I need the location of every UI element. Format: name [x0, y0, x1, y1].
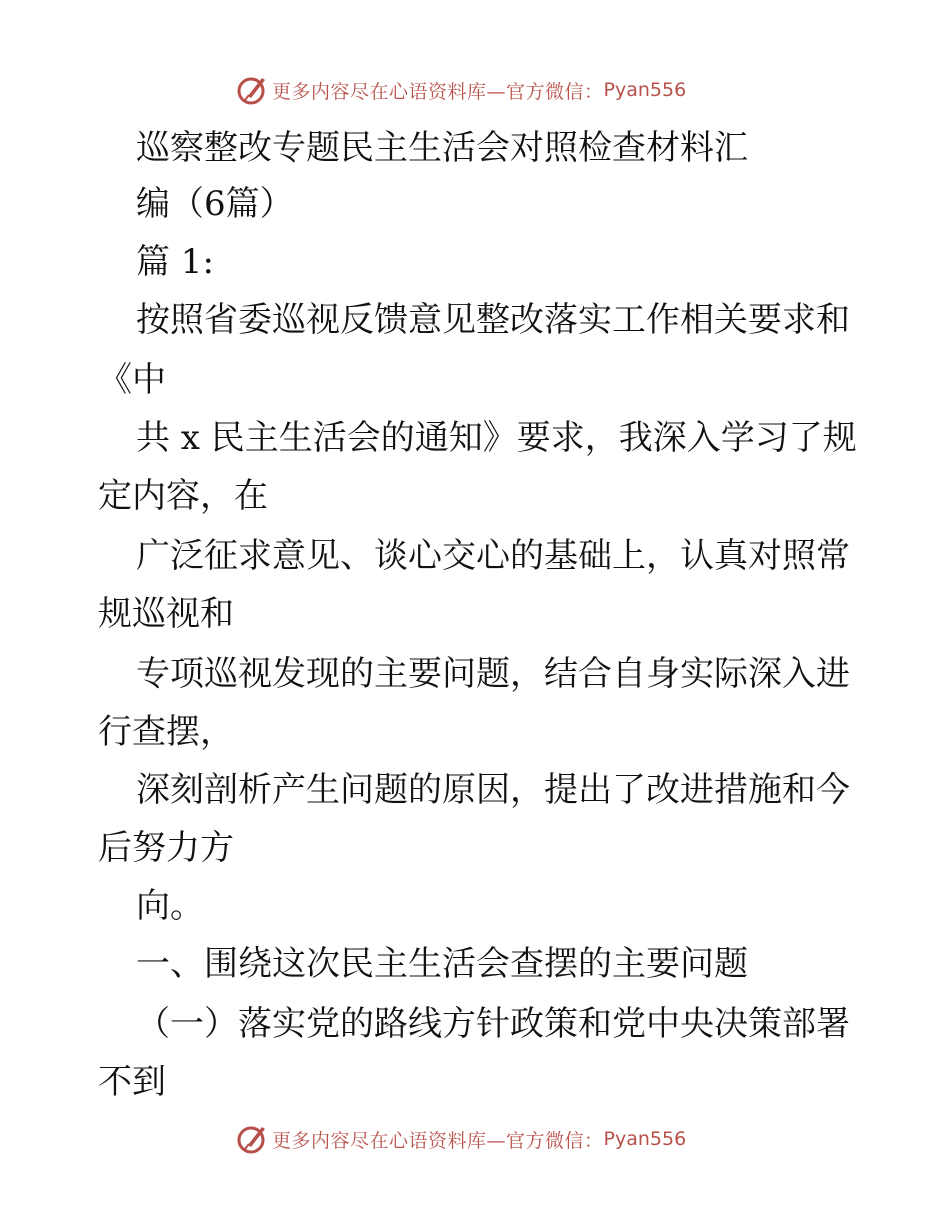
- body-line: 专项巡视发现的主要问题，结合自身实际深入进: [136, 654, 850, 694]
- body-line: 共 x 民主生活会的通知》要求，我深入学习了规: [136, 418, 857, 458]
- body-line: 行查摆，: [98, 712, 234, 752]
- body-line: 向。: [136, 886, 204, 926]
- body-line: 后努力方: [98, 828, 234, 868]
- body-line: 定内容，在: [98, 476, 268, 516]
- body-line: 《中: [98, 360, 166, 400]
- section-heading: 篇 1:: [136, 242, 214, 282]
- body-line: 规巡视和: [98, 594, 234, 634]
- watermark-text: 更多内容尽在心语资料库—官方微信：: [272, 80, 604, 103]
- title-line-2: 编（6篇）: [136, 184, 294, 224]
- title-line-1: 巡察整改专题民主生活会对照检查材料汇: [136, 128, 748, 168]
- watermark-header: [236, 73, 686, 107]
- body-line: 不到: [98, 1062, 166, 1102]
- body-line: 按照省委巡视反馈意见整改落实工作相关要求和: [136, 300, 850, 340]
- quill-logo-icon: [236, 1123, 268, 1155]
- body-line: 深刻剖析产生问题的原因，提出了改进措施和今: [136, 770, 850, 810]
- body-line: 广泛征求意见、谈心交心的基础上，认真对照常: [136, 536, 850, 576]
- subsection-heading: （一）落实党的路线方针政策和党中央决策部署: [136, 1004, 850, 1044]
- watermark-brand: Pyan556: [603, 1128, 687, 1150]
- subsection-heading: 一、围绕这次民主生活会查摆的主要问题: [136, 944, 748, 984]
- quill-logo-icon: [236, 74, 268, 106]
- watermark-text: 更多内容尽在心语资料库—官方微信：: [272, 1129, 604, 1152]
- watermark-footer: [236, 1122, 686, 1156]
- watermark-brand: Pyan556: [603, 79, 687, 101]
